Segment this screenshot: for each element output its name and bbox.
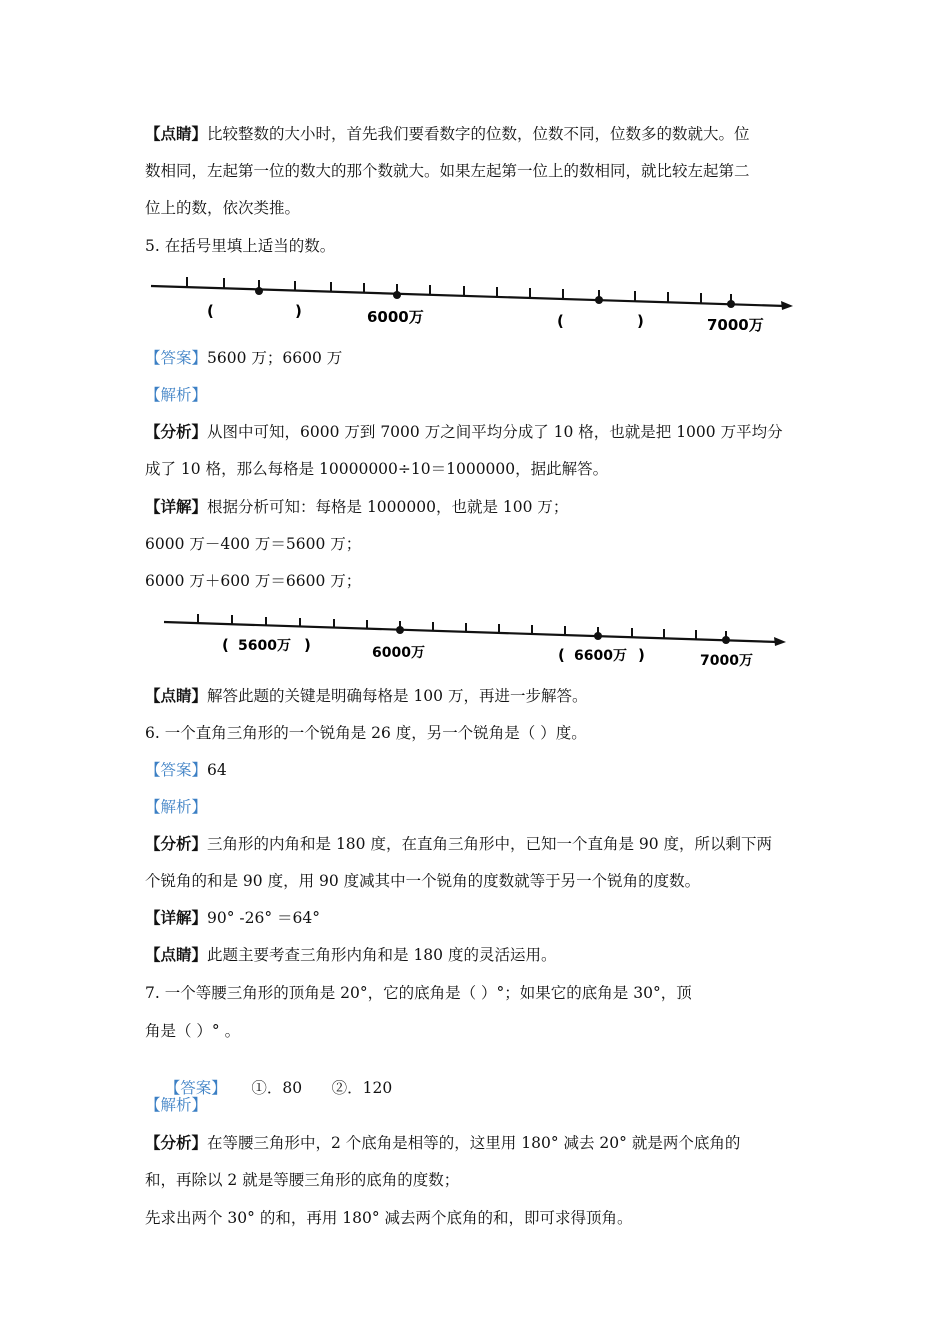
svg-text:): ) [638, 646, 645, 664]
q5-answer: 【答案】5600 万；6600 万 [145, 349, 343, 367]
svg-text:(: ( [557, 312, 564, 330]
svg-text:): ) [295, 302, 302, 320]
q6-analysis-tag: 【解析】 [145, 798, 208, 816]
svg-text:): ) [637, 312, 644, 330]
q7-stem-line-2: 角是（ ）° 。 [145, 1022, 241, 1040]
q6-xiangjie: 【详解】90° -26° ＝64° [145, 908, 321, 927]
svg-text:(: ( [207, 302, 214, 320]
q7-answer: 【答案】 ①．80 ②．120 [164, 1079, 393, 1097]
tip-tag: 【点睛】 [145, 124, 208, 143]
q6-fenxi-line-2: 个锐角的和是 90 度，用 90 度减其中一个锐角的度数就等于另一个锐角的度数。 [145, 872, 701, 890]
q6-answer: 【答案】64 [145, 761, 227, 779]
q5-tip: 【点睛】解答此题的关键是明确每格是 100 万，再进一步解答。 [145, 686, 588, 705]
q7-fenxi-line-2: 和，再除以 2 就是等腰三角形的底角的度数； [145, 1171, 460, 1189]
q7-stem-line-1: 7. 一个等腰三角形的顶角是 20°，它的底角是（ ）°；如果它的底角是 30°，顶 [145, 984, 692, 1002]
svg-text:(: ( [558, 646, 565, 664]
q6-tip: 【点睛】此题主要考查三角形内角和是 180 度的灵活运用。 [145, 945, 557, 964]
q5-answer-number-line-figure [160, 612, 790, 672]
label-6000: 6000万 [367, 308, 424, 326]
q6-stem: 6. 一个直角三角形的一个锐角是 26 度，另一个锐角是（ ）度。 [145, 724, 587, 742]
q7-analysis-tag: 【解析】 [145, 1096, 208, 1114]
q5-fenxi-line-2: 成了 10 格，那么每格是 10000000÷10＝1000000，据此解答。 [145, 460, 609, 478]
svg-text:(: ( [222, 636, 229, 654]
label-6600: 6600万 [574, 648, 627, 664]
q6-fenxi-line-1: 【分析】三角形的内角和是 180 度，在直角三角形中，已知一个直角是 90 度，所以剩下两 [145, 834, 773, 853]
q5-number-line-figure [145, 272, 795, 338]
q4-tip-line-1: 【点睛】比较整数的大小时，首先我们要看数字的位数，位数不同，位数多的数就大。位 [145, 124, 750, 143]
q4-tip-line-3: 位上的数，依次类推。 [145, 199, 301, 217]
svg-text:): ) [304, 636, 311, 654]
q5-fenxi-line-1: 【分析】从图中可知，6000 万到 7000 万之间平均分成了 10 格，也就是把 1000 万平均分 [145, 422, 783, 441]
q7-fenxi-line-1: 【分析】在等腰三角形中，2 个底角是相等的，这里用 180° 减去 20° 就是两个底角的 [145, 1133, 741, 1152]
label-6000-answer: 6000万 [372, 645, 425, 661]
label-7000: 7000万 [707, 316, 764, 334]
label-7000-answer: 7000万 [700, 653, 753, 669]
q4-tip-line-2: 数相同，左起第一位的数大的那个数就大。如果左起第一位上的数相同，就比较左起第二 [145, 162, 750, 180]
q5-xiangjie-line-2: 6000 万－400 万＝5600 万； [145, 535, 362, 553]
q5-stem: 5. 在括号里填上适当的数。 [145, 237, 336, 255]
q7-fenxi-line-3: 先求出两个 30° 的和，再用 180° 减去两个底角的和，即可求得顶角。 [145, 1209, 633, 1227]
q5-xiangjie-line-1: 【详解】根据分析可知：每格是 1000000，也就是 100 万； [145, 497, 569, 516]
q5-xiangjie-line-3: 6000 万＋600 万＝6600 万； [145, 572, 362, 590]
q5-analysis-tag: 【解析】 [145, 386, 208, 404]
label-5600: 5600万 [238, 638, 291, 654]
